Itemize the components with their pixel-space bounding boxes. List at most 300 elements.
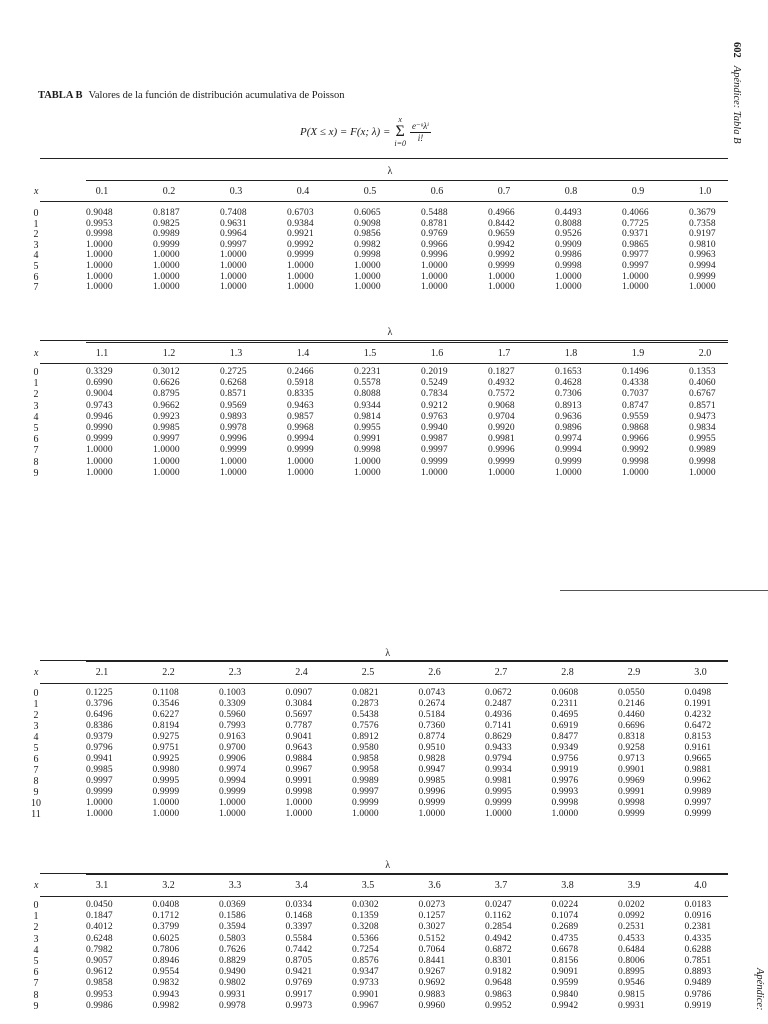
table-cell: 0.9004 xyxy=(86,389,113,400)
table-cell: 0.9998 xyxy=(618,798,645,808)
table-cell: 0.4966 xyxy=(488,208,515,218)
row-x-value: 0 xyxy=(33,900,39,911)
table-cell: 0.9967 xyxy=(352,1000,379,1011)
table-cell: 0.0273 xyxy=(418,900,446,910)
table-cell: 1.0000 xyxy=(86,798,113,808)
table-cell: 0.9526 xyxy=(555,229,582,240)
table-cell: 0.7626 xyxy=(219,944,246,955)
table-cell: 0.6025 xyxy=(152,933,180,944)
table-cell: 0.3799 xyxy=(152,922,180,933)
row-x-value: 4 xyxy=(33,411,39,423)
page-side-footer: Apéndice: xyxy=(754,968,765,1011)
table-cell: 0.9931 xyxy=(219,989,246,1000)
table-cell: 1.0000 xyxy=(86,261,113,271)
table-cell: 0.1353 xyxy=(689,367,716,377)
lambda-column-header: 0.7 xyxy=(497,186,511,197)
table-cell: 0.9091 xyxy=(551,967,579,978)
table-cell: 0.2689 xyxy=(551,922,579,933)
table-cell: 0.9197 xyxy=(689,229,716,240)
row-x-value: 5 xyxy=(33,261,39,272)
lambda-column-header: 2.8 xyxy=(561,667,574,678)
table-cell: 0.9999 xyxy=(153,239,180,250)
row-x-value: 1 xyxy=(33,699,39,710)
table-top-rule xyxy=(40,158,728,159)
table-cell: 0.2487 xyxy=(485,699,512,709)
table-cell: 0.9998 xyxy=(86,229,113,240)
table-cell: 0.9989 xyxy=(352,776,379,786)
table-cell: 0.8913 xyxy=(555,400,582,411)
table-cell: 1.0000 xyxy=(219,809,246,819)
table-cell: 1.0000 xyxy=(354,271,381,282)
table-cell: 0.3027 xyxy=(418,922,446,933)
table-cell: 0.2146 xyxy=(618,699,645,709)
table-cell: 0.9802 xyxy=(219,978,246,989)
table-cell: 0.8995 xyxy=(618,967,645,978)
table-cell: 0.8946 xyxy=(152,956,180,966)
lambda-label: λ xyxy=(385,648,391,659)
lambda-rule xyxy=(86,342,728,343)
table-cell: 0.9991 xyxy=(618,787,645,797)
lambda-label: λ xyxy=(387,166,393,177)
table-cell: 0.9665 xyxy=(684,754,712,764)
table-cell: 0.9648 xyxy=(485,978,512,989)
scan-divider xyxy=(560,590,768,591)
table-cell: 0.9349 xyxy=(551,743,579,753)
table-cell: 0.4460 xyxy=(618,710,645,720)
row-x-value: 6 xyxy=(33,434,39,446)
table-cell: 0.5918 xyxy=(287,378,314,389)
table-cell: 0.9999 xyxy=(684,809,712,819)
table-cell: 0.9997 xyxy=(622,261,649,271)
table-cell: 1.0000 xyxy=(287,467,314,478)
table-cell: 0.9421 xyxy=(285,967,313,978)
table-label: TABLA B xyxy=(38,90,83,101)
table-cell: 0.9659 xyxy=(488,229,515,240)
lambda-column-header: 2.5 xyxy=(361,667,375,678)
section-name: Apéndice: Tabla B xyxy=(731,65,742,144)
table-cell: 1.0000 xyxy=(86,445,113,456)
table-cell: 0.9473 xyxy=(689,411,716,422)
table-cell: 0.9834 xyxy=(689,423,716,433)
table-cell: 0.9999 xyxy=(618,809,645,819)
table-cell: 0.8571 xyxy=(220,389,247,400)
lambda-column-header: 3.8 xyxy=(561,880,574,891)
table-cell: 0.9985 xyxy=(153,423,180,433)
table-cell: 0.9999 xyxy=(555,456,582,467)
table-cell: 0.9999 xyxy=(86,434,113,445)
table-cell: 0.4338 xyxy=(622,378,649,389)
table-cell: 0.0202 xyxy=(618,900,645,910)
table-cell: 0.9794 xyxy=(485,754,512,764)
table-cell: 0.6484 xyxy=(618,944,645,955)
table-cell: 0.8629 xyxy=(485,732,512,742)
table-cell: 0.3397 xyxy=(285,922,313,933)
table-cell: 0.8441 xyxy=(418,956,446,966)
lambda-column-header: 3.2 xyxy=(162,880,175,891)
table-cell: 0.8571 xyxy=(689,400,716,411)
table-cell: 0.9999 xyxy=(485,798,512,808)
table-cell: 0.3679 xyxy=(689,208,716,218)
table-cell: 0.0183 xyxy=(684,900,712,910)
row-x-value: 7 xyxy=(33,445,39,457)
table-cell: 0.9994 xyxy=(555,445,582,456)
table-cell: 0.9832 xyxy=(152,978,180,989)
table-cell: 0.8194 xyxy=(152,721,180,731)
table-cell: 0.8335 xyxy=(287,389,314,400)
table-cell: 0.9977 xyxy=(622,250,649,261)
table-cell: 1.0000 xyxy=(689,282,716,293)
table-cell: 0.7360 xyxy=(418,721,446,731)
table-cell: 0.9999 xyxy=(86,787,113,797)
table-cell: 0.9999 xyxy=(421,456,448,467)
table-cell: 0.9996 xyxy=(488,445,515,456)
table-cell: 1.0000 xyxy=(689,467,716,478)
row-x-value: 1 xyxy=(33,911,39,923)
lambda-label: λ xyxy=(385,860,391,871)
table-cell: 0.6268 xyxy=(220,378,247,389)
table-cell: 1.0000 xyxy=(153,282,180,293)
table-cell: 1.0000 xyxy=(287,271,314,282)
lambda-column-header: 0.5 xyxy=(363,186,377,197)
table-cell: 0.9489 xyxy=(684,978,712,989)
row-x-value: 7 xyxy=(33,978,39,990)
table-cell: 0.9559 xyxy=(622,411,649,422)
table-cell: 0.3084 xyxy=(285,699,313,709)
table-cell: 0.8006 xyxy=(618,956,645,966)
row-x-value: 9 xyxy=(33,1000,39,1012)
table-cell: 0.1712 xyxy=(152,911,180,922)
table-cell: 0.1108 xyxy=(152,688,179,698)
table-cell: 0.9921 xyxy=(287,229,314,240)
table-cell: 1.0000 xyxy=(153,250,180,261)
table-cell: 0.9999 xyxy=(287,445,314,456)
table-cell: 0.8301 xyxy=(485,956,512,966)
table-cell: 0.9985 xyxy=(86,765,113,775)
table-cell: 0.9267 xyxy=(418,967,446,978)
table-cell: 0.1847 xyxy=(86,911,113,922)
table-cell: 0.9996 xyxy=(421,250,448,261)
table-cell: 0.1359 xyxy=(352,911,379,922)
table-cell: 0.9966 xyxy=(421,239,448,250)
row-x-value: 6 xyxy=(33,271,39,283)
table-cell: 0.6696 xyxy=(618,721,645,731)
x-column-header: x xyxy=(34,667,39,678)
table-cell: 0.4942 xyxy=(485,933,512,944)
table-cell: 0.8705 xyxy=(285,956,313,966)
table-cell: 0.9510 xyxy=(418,743,446,753)
table-cell: 0.9964 xyxy=(220,229,247,240)
table-cell: 0.9989 xyxy=(153,229,180,240)
table-cell: 0.7576 xyxy=(352,721,379,731)
row-x-value: 2 xyxy=(33,229,39,241)
summation xyxy=(394,116,406,148)
table-cell: 0.9998 xyxy=(354,250,381,261)
table-cell: 1.0000 xyxy=(153,456,180,467)
lambda-column-header: 1.6 xyxy=(430,348,444,359)
table-cell: 0.9796 xyxy=(86,743,113,753)
table-cell: 0.8187 xyxy=(153,208,180,218)
table-cell: 1.0000 xyxy=(153,271,180,282)
table-cell: 0.9999 xyxy=(488,456,515,467)
table-cell: 0.8318 xyxy=(618,732,645,742)
table-cell: 0.9973 xyxy=(285,1000,313,1011)
x-column-header: x xyxy=(34,348,39,359)
row-x-value: 9 xyxy=(33,787,39,798)
table-cell: 0.0224 xyxy=(551,900,579,910)
table-cell: 0.3546 xyxy=(152,699,180,709)
table-cell: 1.0000 xyxy=(86,809,113,819)
row-x-value: 0 xyxy=(33,688,39,699)
lambda-column-header: 3.4 xyxy=(295,880,308,891)
lambda-column-header: 0.3 xyxy=(229,186,243,197)
table-cell: 0.9636 xyxy=(555,411,582,422)
table-cell: 0.9347 xyxy=(352,967,379,978)
table-cell: 0.9825 xyxy=(153,218,180,229)
lambda-column-header: 2.6 xyxy=(428,667,441,678)
row-x-value: 10 xyxy=(31,798,41,809)
table-cell: 0.8893 xyxy=(684,967,712,978)
table-cell: 0.9953 xyxy=(86,218,113,229)
table-cell: 0.9999 xyxy=(352,798,379,808)
table-cell: 0.9987 xyxy=(421,434,448,445)
table-cell: 0.7834 xyxy=(421,389,448,400)
table-cell: 0.1586 xyxy=(219,911,246,922)
formula-fraction xyxy=(410,121,431,144)
table-cell: 0.1074 xyxy=(551,911,579,922)
table-cell: 1.0000 xyxy=(421,282,448,293)
table-cell: 0.9868 xyxy=(622,423,649,433)
table-cell: 0.9863 xyxy=(485,989,512,1000)
table-cell: 0.4493 xyxy=(555,208,582,218)
table-cell: 0.9931 xyxy=(618,1000,645,1011)
table-cell: 0.4628 xyxy=(555,378,582,389)
table-cell: 0.9999 xyxy=(220,445,247,456)
table-cell: 0.9906 xyxy=(219,754,246,764)
row-x-value: 2 xyxy=(33,710,39,721)
table-cell: 0.7141 xyxy=(485,721,512,731)
table-cell: 1.0000 xyxy=(555,467,582,478)
table-cell: 0.0498 xyxy=(684,688,712,698)
lambda-column-header: 3.0 xyxy=(694,667,707,678)
formula-denominator: i! xyxy=(417,132,424,143)
lambda-column-header: 1.8 xyxy=(564,348,578,359)
table-cell: 0.0672 xyxy=(485,688,512,698)
table-cell: 1.0000 xyxy=(287,261,314,271)
lambda-column-header: 1.4 xyxy=(296,348,310,359)
table-cell: 0.4335 xyxy=(684,933,712,944)
table-cell: 0.9901 xyxy=(618,765,645,775)
table-cell: 0.5960 xyxy=(219,710,246,720)
table-cell: 0.0992 xyxy=(618,911,645,922)
table-cell: 0.9546 xyxy=(618,978,645,989)
table-cell: 0.9857 xyxy=(287,411,314,422)
table-cell: 0.9569 xyxy=(220,400,247,411)
table-cell: 0.9048 xyxy=(86,208,113,218)
table-cell: 1.0000 xyxy=(220,456,247,467)
table-cell: 0.9994 xyxy=(689,261,716,271)
lambda-column-header: 4.0 xyxy=(694,880,707,891)
table-cell: 0.9999 xyxy=(418,798,446,808)
table-cell: 0.9814 xyxy=(354,411,381,422)
table-cell: 0.9643 xyxy=(285,743,313,753)
table-cell: 0.0369 xyxy=(219,900,246,910)
table-cell: 0.9631 xyxy=(220,218,247,229)
table-cell: 0.9923 xyxy=(153,411,180,422)
row-x-value: 4 xyxy=(33,732,39,743)
table-cell: 1.0000 xyxy=(488,271,515,282)
table-cell: 1.0000 xyxy=(354,261,381,271)
formula-numerator: e⁻ᵏλⁱ xyxy=(412,120,430,131)
table-caption: Valores de la función de distribución acumulativa de Poisson xyxy=(88,90,345,101)
table-cell: 0.9991 xyxy=(285,776,313,786)
table-cell: 0.9068 xyxy=(488,400,515,411)
table-cell: 0.1162 xyxy=(485,911,512,922)
table-cell: 1.0000 xyxy=(153,261,180,271)
table-cell: 0.9998 xyxy=(555,261,582,271)
table-cell: 0.9994 xyxy=(219,776,246,786)
table-cell: 1.0000 xyxy=(285,809,313,819)
table-cell: 0.2725 xyxy=(220,367,247,377)
table-cell: 0.9580 xyxy=(352,743,379,753)
table-cell: 1.0000 xyxy=(152,798,180,808)
row-x-value: 3 xyxy=(33,239,39,251)
table-cell: 0.9786 xyxy=(684,989,712,1000)
table-cell: 0.8156 xyxy=(551,956,579,966)
lambda-column-header: 1.1 xyxy=(95,348,109,359)
row-x-value: 8 xyxy=(33,776,39,787)
table-cell: 1.0000 xyxy=(220,261,247,271)
table-cell: 1.0000 xyxy=(488,282,515,293)
table-cell: 0.9969 xyxy=(618,776,645,786)
table-cell: 0.6248 xyxy=(86,933,113,944)
table-cell: 0.9986 xyxy=(86,1000,113,1011)
table-cell: 0.0608 xyxy=(551,688,579,698)
row-x-value: 1 xyxy=(33,378,39,390)
table-cell: 0.1257 xyxy=(418,911,446,922)
table-cell: 0.1468 xyxy=(285,911,313,922)
table-cell: 0.9953 xyxy=(86,989,113,1000)
table-cell: 0.6767 xyxy=(689,389,716,400)
table-cell: 0.9433 xyxy=(485,743,512,753)
table-cell: 0.4066 xyxy=(622,208,649,218)
table-cell: 0.9883 xyxy=(418,989,446,1000)
table-cell: 0.9995 xyxy=(152,776,180,786)
table-cell: 0.9998 xyxy=(354,445,381,456)
table-cell: 0.9946 xyxy=(86,411,113,422)
table-cell: 0.9212 xyxy=(421,400,448,411)
table-cell: 0.4695 xyxy=(551,710,579,720)
table-cell: 0.9947 xyxy=(418,765,446,775)
table-cell: 0.8442 xyxy=(488,218,515,229)
sum-lower: i=0 xyxy=(394,139,407,148)
table-cell: 0.7982 xyxy=(86,944,113,955)
header-bottom-rule xyxy=(40,683,728,684)
table-cell: 1.0000 xyxy=(622,282,649,293)
table-cell: 0.9057 xyxy=(86,956,113,966)
x-column-header: x xyxy=(34,186,39,197)
table-cell: 1.0000 xyxy=(555,282,582,293)
lambda-column-header: 2.9 xyxy=(627,667,641,678)
lambda-column-header: 1.3 xyxy=(229,348,243,359)
table-cell: 0.9810 xyxy=(689,239,716,250)
table-cell: 0.7572 xyxy=(488,389,515,400)
table-cell: 1.0000 xyxy=(153,445,180,456)
table-cell: 0.9991 xyxy=(354,434,381,445)
table-cell: 1.0000 xyxy=(86,271,113,282)
table-cell: 0.9840 xyxy=(551,989,579,1000)
table-cell: 0.7725 xyxy=(622,218,649,229)
table-cell: 0.9999 xyxy=(488,261,515,271)
table-cell: 0.9993 xyxy=(551,787,579,797)
row-x-value: 8 xyxy=(33,456,39,468)
table-cell: 0.9997 xyxy=(421,445,448,456)
table-cell: 0.8477 xyxy=(551,732,579,742)
lambda-rule xyxy=(86,180,728,181)
table-cell: 0.9858 xyxy=(86,978,113,989)
table-cell: 0.9865 xyxy=(622,239,649,250)
row-x-value: 2 xyxy=(33,389,39,401)
table-cell: 0.9704 xyxy=(488,411,515,422)
lambda-column-header: 3.1 xyxy=(95,880,109,891)
table-cell: 0.8386 xyxy=(86,721,113,731)
table-cell: 0.9815 xyxy=(618,989,645,1000)
table-cell: 0.9994 xyxy=(287,434,314,445)
lambda-column-header: 2.1 xyxy=(95,667,109,678)
table-cell: 0.4232 xyxy=(684,710,712,720)
table-cell: 0.6703 xyxy=(287,208,314,218)
lambda-column-header: 3.7 xyxy=(494,880,508,891)
table-cell: 0.6227 xyxy=(152,710,180,720)
table-cell: 0.4936 xyxy=(485,710,512,720)
table-cell: 1.0000 xyxy=(421,261,448,271)
table-cell: 0.5249 xyxy=(421,378,448,389)
table-cell: 0.9490 xyxy=(219,967,246,978)
table-cell: 0.9700 xyxy=(219,743,246,753)
table-cell: 0.9344 xyxy=(354,400,381,411)
row-x-value: 3 xyxy=(33,721,39,732)
lambda-column-header: 1.7 xyxy=(497,348,511,359)
table-cell: 0.9161 xyxy=(684,743,712,753)
table-cell: 1.0000 xyxy=(354,282,381,293)
table-cell: 1.0000 xyxy=(220,282,247,293)
table-cell: 0.7993 xyxy=(219,721,246,731)
table-cell: 1.0000 xyxy=(219,798,246,808)
lambda-column-header: 2.7 xyxy=(494,667,508,678)
header-bottom-rule xyxy=(40,201,728,202)
lambda-column-header: 3.5 xyxy=(361,880,375,891)
table-cell: 0.9998 xyxy=(622,456,649,467)
table-cell: 1.0000 xyxy=(285,798,313,808)
table-cell: 0.9917 xyxy=(285,989,313,1000)
table-cell: 0.9989 xyxy=(684,787,712,797)
table-cell: 0.9769 xyxy=(421,229,448,240)
table-cell: 0.9997 xyxy=(352,787,379,797)
table-cell: 0.9769 xyxy=(285,978,313,989)
lambda-column-header: 2.3 xyxy=(228,667,242,678)
table-cell: 0.9943 xyxy=(152,989,180,1000)
table-cell: 0.9662 xyxy=(153,400,180,411)
table-cell: 0.9986 xyxy=(555,250,582,261)
table-cell: 0.9982 xyxy=(152,1000,180,1011)
table-cell: 0.6678 xyxy=(551,944,579,955)
table-cell: 1.0000 xyxy=(86,456,113,467)
table-cell: 0.8774 xyxy=(418,732,446,742)
table-cell: 0.0550 xyxy=(618,688,645,698)
table-cell: 0.9751 xyxy=(152,743,180,753)
table-cell: 0.3594 xyxy=(219,922,246,933)
lambda-column-header: 0.8 xyxy=(564,186,578,197)
lambda-column-header: 0.4 xyxy=(296,186,310,197)
